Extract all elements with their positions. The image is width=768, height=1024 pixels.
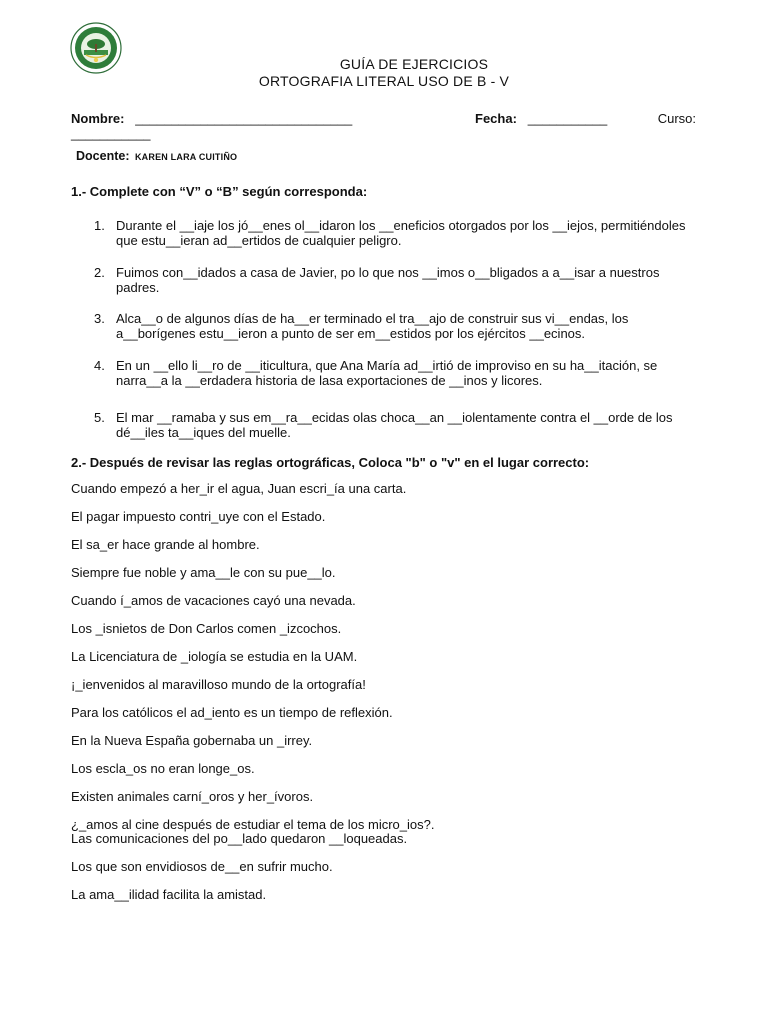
- exercise-line: Las comunicaciones del po__lado quedaron __loqueadas.: [71, 831, 408, 846]
- title-line-2: ORTOGRAFIA LITERAL USO DE B - V: [258, 73, 510, 89]
- nombre-blank: ______________________________: [135, 111, 353, 126]
- section-1-title: 1.- Complete con “V” o “B” según corresponda:: [71, 184, 368, 199]
- exercise-line: Cuando empezó a her_ir el agua, Juan escri_ía una carta.: [71, 481, 407, 496]
- item-number: 1.: [94, 218, 105, 233]
- exercise-line: La ama__ilidad facilita la amistad.: [71, 887, 267, 902]
- docente-field: [76, 149, 237, 163]
- exercise-line: La Licenciatura de _iología se estudia en la UAM.: [71, 649, 358, 664]
- exercise-line: Los _isnietos de Don Carlos comen _izcochos.: [71, 621, 342, 636]
- exercise-line: Los que son envidiosos de__en sufrir mucho.: [71, 859, 333, 874]
- item-number: 2.: [94, 265, 105, 280]
- item-number: 3.: [94, 311, 105, 326]
- item-number: 5.: [94, 410, 105, 425]
- item-text: Durante el __iaje los jó__enes ol__idaron los __eneficios otorgados por los __iejos, permitiéndoles que estu__ieran ad__ertidos de cualquier peligro.: [116, 218, 686, 248]
- curso-blank: ___________: [71, 126, 151, 141]
- exercise-line: Los escla_os no eran longe_os.: [71, 761, 255, 776]
- item-text: En un __ello li__ro de __iticultura, que Ana María ad__irtió de improviso en su ha__itación, se narra__a la __erdadera historia de lasa exportaciones de __inos y licores.: [116, 358, 658, 388]
- exercise-line: Siempre fue noble y ama__le con su pue__lo.: [71, 565, 336, 580]
- nombre-field: [71, 111, 352, 126]
- section-2-title: 2.- Después de revisar las reglas ortográficas, Coloca "b" o "v" en el lugar correcto:: [71, 455, 590, 470]
- exercise-line: Para los católicos el ad_iento es un tiempo de reflexión.: [71, 705, 393, 720]
- fecha-field: [475, 111, 607, 126]
- fecha-label: Fecha:: [475, 111, 517, 126]
- exercise-line: En la Nueva España gobernaba un _irrey.: [71, 733, 313, 748]
- student-fields: [71, 111, 696, 129]
- nombre-label: Nombre:: [71, 111, 125, 126]
- curso-label: Curso:: [657, 111, 696, 126]
- item-text: El mar __ramaba y sus em__ra__ecidas olas choca__an __iolentamente contra el __orde de los dé__iles ta__iques del muelle.: [116, 410, 673, 440]
- item-text: Fuimos con__idados a casa de Javier, po lo que nos __imos o__bligados a a__isar a nuestros padres.: [116, 265, 660, 295]
- exercise-line: El pagar impuesto contri_uye con el Estado.: [71, 509, 326, 524]
- fecha-blank: ___________: [527, 111, 608, 126]
- exercise-line: ¡_ienvenidos al maravilloso mundo de la ortografía!: [71, 677, 366, 692]
- exercise-line: ¿_amos al cine después de estudiar el tema de los micro_ios?.: [71, 817, 435, 832]
- exercise-line: Cuando í_amos de vacaciones cayó una nevada.: [71, 593, 356, 608]
- docente-label: Docente:: [76, 149, 130, 163]
- docente-name: KAREN LARA CUITIÑO: [134, 152, 238, 162]
- item-number: 4.: [94, 358, 105, 373]
- title-line-1: GUÍA DE EJERCICIOS: [339, 56, 489, 72]
- item-text: Alca__o de algunos días de ha__er terminado el tra__ajo de construir sus vi__endas, los a__borígenes estu__ieron a punto de ser em__estidos por los ejércitos __ecinos.: [116, 311, 629, 341]
- exercise-line: Existen animales carní_oros y her_ívoros.: [71, 789, 314, 804]
- exercise-line: El sa_er hace grande al hombre.: [71, 537, 260, 552]
